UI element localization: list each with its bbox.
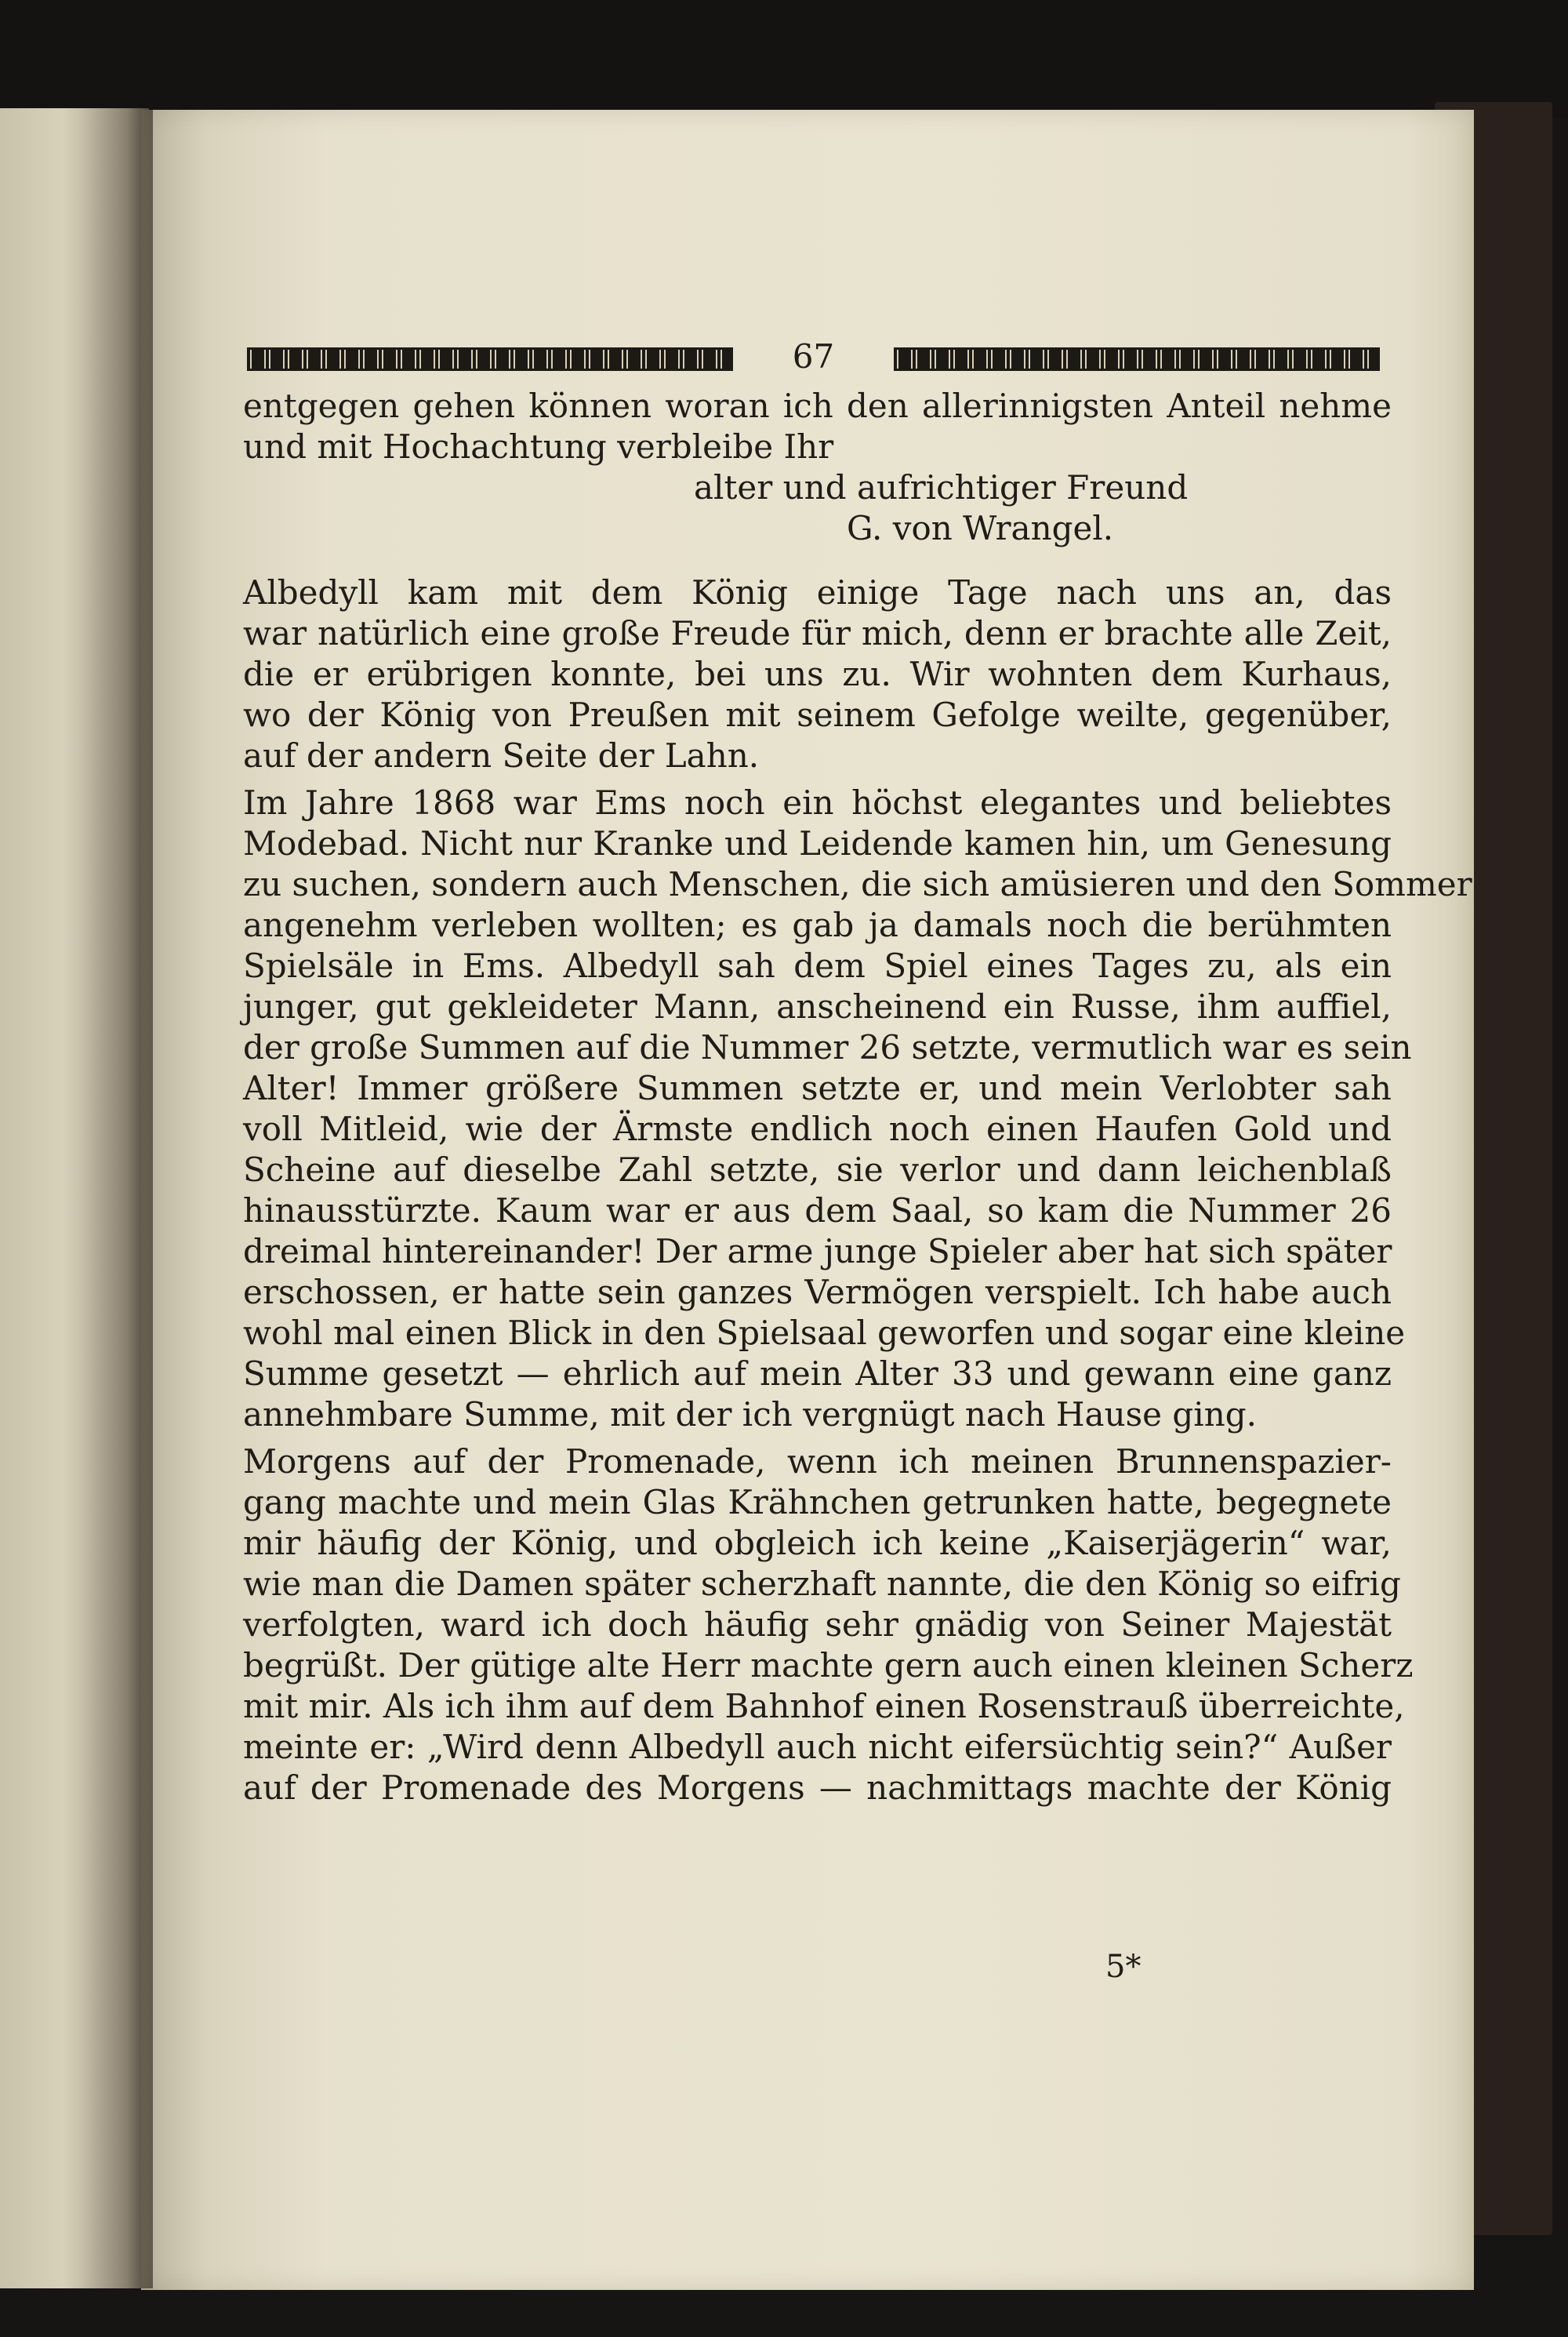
text-line: auf der andern Seite der Lahn. (243, 736, 760, 775)
text-line: Im Jahre 1868 war Ems noch ein höchst elegantes und beliebtes (243, 783, 1392, 822)
text-line: wo der König von Preußen mit seinem Gefolge weilte, gegenüber, (243, 696, 1392, 734)
text-line: Scheine auf dieselbe Zahl setzte, sie verlor und dann leichenblaß (243, 1150, 1392, 1189)
text-line: wohl mal einen Blick in den Spielsaal geworfen und sogar eine kleine (243, 1314, 1406, 1352)
text-line: wie man die Damen später scherzhaft nannte, die den König so eifrig (243, 1565, 1401, 1603)
paragraph (243, 1441, 1414, 1808)
text-line: voll Mitleid, wie der Ärmste endlich noch einen Haufen Gold und (243, 1110, 1392, 1148)
text-line: entgegen gehen können woran ich den allerinnigsten Anteil nehme (243, 387, 1392, 425)
text-line: und mit Hochachtung verbleibe Ihr (243, 427, 834, 466)
text-line: meinte er: „Wird denn Albedyll auch nicht eifersüchtig sein?“ Außer (243, 1728, 1392, 1766)
page-header (247, 333, 1380, 380)
text-line: Modebad. Nicht nur Kranke und Leidende kamen hin, um Genesung (243, 824, 1392, 863)
text-line: gang machte und mein Glas Krähnchen getrunken hatte, begegnete (243, 1483, 1392, 1521)
text-line: erschossen, er hatte sein ganzes Vermögen verspielt. Ich habe auch (243, 1273, 1392, 1311)
text-line: Alter! Immer größere Summen setzte er, und mein Verlobter sah (243, 1069, 1392, 1107)
text-line: der große Summen auf die Nummer 26 setzte, vermutlich war es sein (243, 1028, 1412, 1067)
text-line: Summe gesetzt — ehrlich auf mein Alter 33 und gewann eine ganz (243, 1354, 1392, 1393)
header-ornament-left (247, 347, 733, 371)
text-line: annehmbare Summe, mit der ich vergnügt nach Hause ging. (243, 1395, 1257, 1434)
text-line: junger, gut gekleideter Mann, anscheinend ein Russe, ihm auffiel, (243, 987, 1392, 1026)
text-line: auf der Promenade des Morgens — nachmittags machte der König (243, 1768, 1392, 1807)
text-line: verfolgten, ward ich doch häufig sehr gnädig von Seiner Majestät (243, 1605, 1392, 1644)
signature-mark: 5* (1105, 1949, 1142, 1985)
text-line: Morgens auf der Promenade, wenn ich meinen Brunnenspazier- (243, 1442, 1392, 1481)
text-line: hinausstürzte. Kaum war er aus dem Saal, so kam die Nummer 26 (243, 1191, 1392, 1230)
text-line: angenehm verleben wollten; es gab ja damals noch die berühmten (243, 906, 1392, 944)
text-line: Spielsäle in Ems. Albedyll sah dem Spiel eines Tages zu, als ein (243, 947, 1392, 985)
text-line: begrüßt. Der gütige alte Herr machte gern auch einen kleinen Scherz (243, 1646, 1414, 1685)
header-ornament-right (894, 347, 1380, 371)
text-line: dreimal hintereinander! Der arme junge Spieler aber hat sich später (243, 1232, 1392, 1270)
paragraph (243, 572, 1392, 776)
page-number: 67 (792, 337, 835, 376)
text-line: mit mir. Als ich ihm auf dem Bahnhof einen Rosenstrauß überreichte, (243, 1687, 1405, 1725)
gutter-shadow (63, 108, 153, 2288)
backdrop (0, 0, 1568, 118)
text-line: mir häufig der König, und obgleich ich keine „Kaiserjägerin“ war, (243, 1524, 1392, 1562)
page-text (243, 386, 1472, 1808)
text-line: war natürlich eine große Freude für mich, denn er brachte alle Zeit, (243, 614, 1392, 652)
letter-closing: alter und aufrichtiger Freund (694, 468, 1189, 507)
book-page (141, 110, 1474, 2290)
text-line: Albedyll kam mit dem König einige Tage nach uns an, das (243, 573, 1392, 612)
letter-signature: G. von Wrangel. (847, 509, 1114, 547)
text-line: die er erübrigen konnte, bei uns zu. Wir wohnten dem Kurhaus, (243, 655, 1392, 693)
text-line: zu suchen, sondern auch Menschen, die sich amüsieren und den Sommer (243, 865, 1472, 903)
paragraph (243, 783, 1472, 1435)
